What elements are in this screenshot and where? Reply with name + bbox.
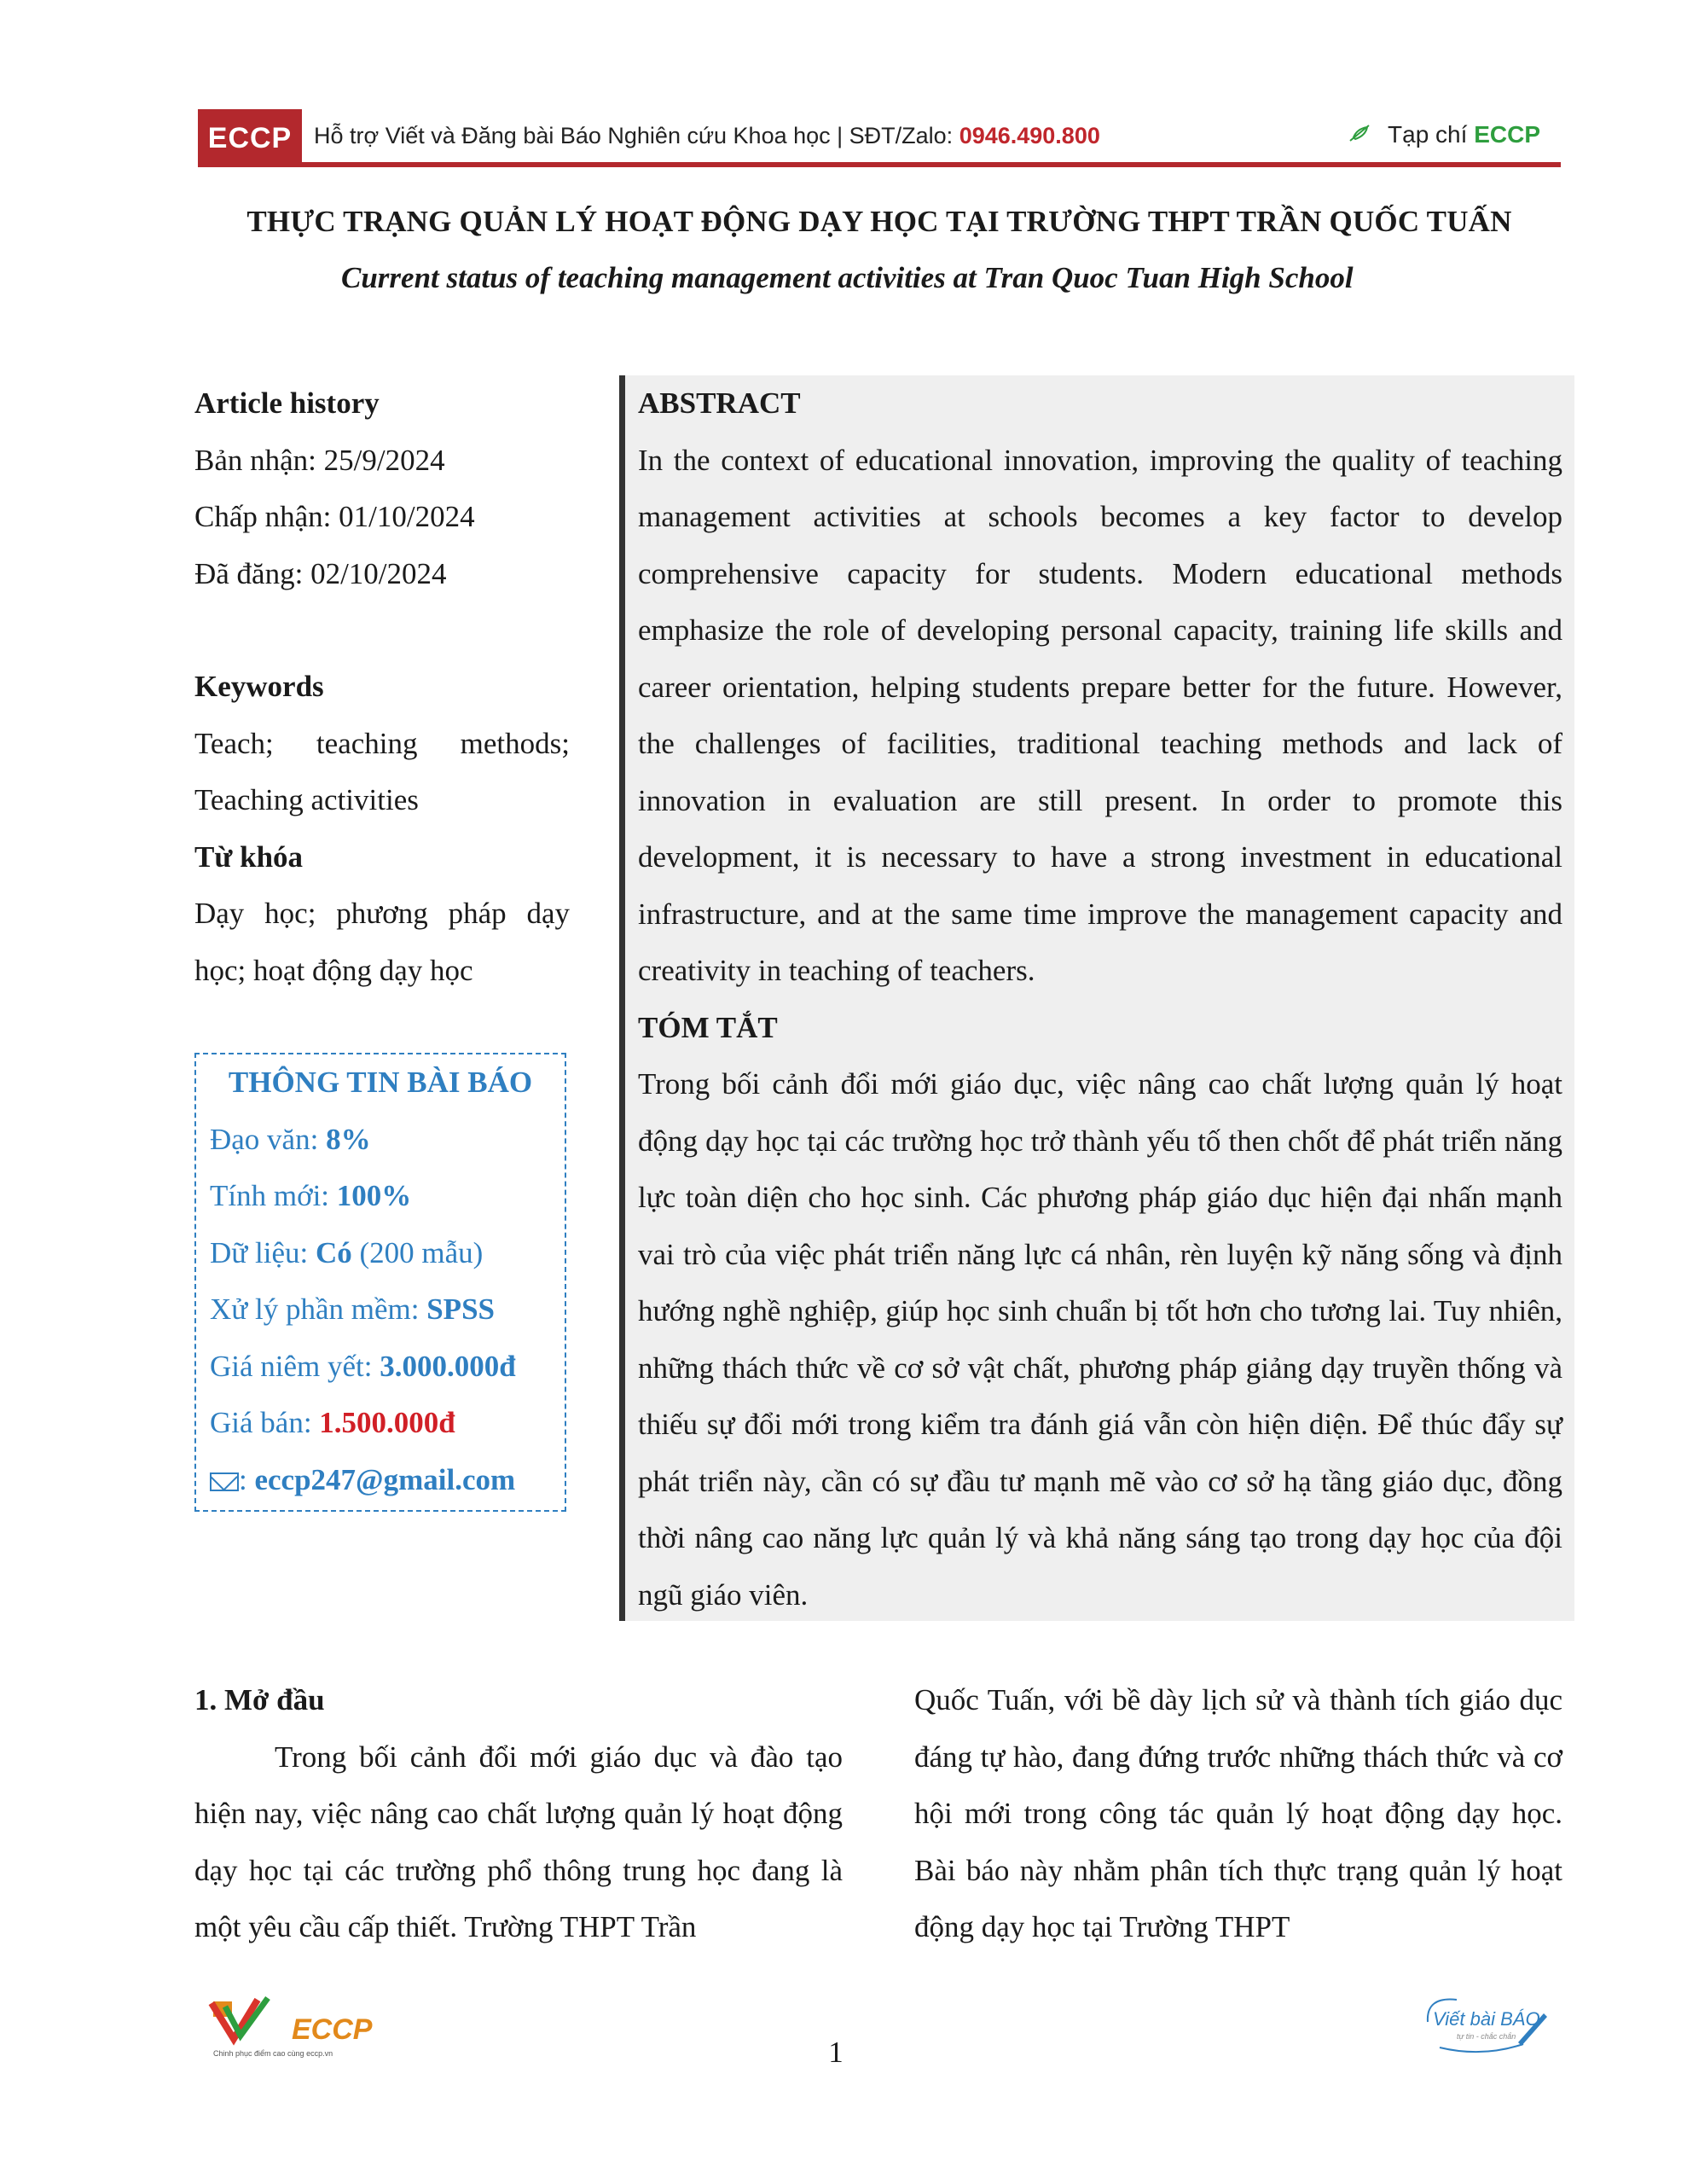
plagiarism-value: 8% [326,1122,371,1156]
keywords-line-1: Teach; teaching methods; [194,726,570,760]
data-value: Có [315,1235,352,1269]
software-label: Xử lý phần mềm: [210,1292,427,1326]
title-english: Current status of teaching management activities at Tran Quoc Tuan High School [341,261,1354,294]
abstract-heading: ABSTRACT [638,386,801,420]
plagiarism-row [210,1112,565,1169]
email-link[interactable]: eccp247@gmail.com [254,1462,516,1496]
sale-price-label: Giá bán: [210,1406,320,1439]
data-row [210,1225,565,1282]
header-journal [1348,121,1540,148]
header-phone: 0946.490.800 [959,123,1100,148]
list-price-label: Giá niêm yết: [210,1349,380,1383]
article-meta-column [194,375,570,999]
sale-price-value: 1.500.000đ [319,1406,455,1439]
accepted-date: Chấp nhận: 01/10/2024 [194,500,475,533]
header-tagline [314,123,1100,149]
novelty-label: Tính mới: [210,1179,337,1212]
list-price-row [210,1339,565,1396]
article-info-box [194,1053,566,1512]
email-row [210,1452,565,1509]
article-history-heading: Article history [194,386,380,420]
abstract-panel [619,375,1574,1621]
section-1-heading: 1. Mở đầu [194,1683,325,1716]
header-rule [198,162,1561,167]
section-1-paragraph-right: Quốc Tuấn, với bề dày lịch sử và thành tích giáo dục đáng tự hào, đang đứng trước những thách thức và cơ hội mới trong công tác quản lý hoạt động dạy học. Bài báo này nhằm phân tích thực trạng quản lý hoạt động dạy học tại Trường THPT [914,1683,1562,1943]
viet-bai-bao-tagline: tự tin - chắc chắn [1457,2032,1516,2041]
journal-brand: ECCP [1474,121,1540,148]
mail-icon [210,1472,239,1491]
eccp-logo-text: ECCP [292,2013,373,2046]
title-vietnamese: THỰC TRẠNG QUẢN LÝ HOẠT ĐỘNG DẠY HỌC TẠI TRƯỜNG THPT TRẦN QUỐC TUẤN [246,205,1512,238]
eccp-footer-logo [208,1995,379,2061]
leaf-pen-icon [1348,121,1381,148]
vn-abstract-heading: TÓM TẮT [638,1010,778,1044]
novelty-row [210,1168,565,1225]
list-price-value: 3.000.000đ [380,1349,516,1383]
viet-bai-bao-logo [1423,1988,1551,2065]
journal-prefix: Tạp chí [1388,121,1475,148]
keywords-heading: Keywords [194,670,324,703]
software-value: SPSS [426,1292,495,1326]
vn-abstract-text: Trong bối cảnh đổi mới giáo dục, việc nâng cao chất lượng quản lý hoạt động dạy học tại các trường học trở thành yếu tố then chốt để phát triển năng lực toàn diện cho học sinh. Các phương pháp giáo dục hiện đại nhấn mạnh vai trò của việc phát triển năng lực cá nhân, rèn luyện kỹ năng sống và định hướng nghề nghiệp, giúp học sinh chuẩn bị tốt hơn cho tương lai. Tuy nhiên, những thách thức về cơ sở vật chất, phương pháp giảng dạy truyền thống và thiếu sự đổi mới trong kiểm tra đánh giá vẫn còn hiện diện. Để thúc đẩy sự phát triển này, cần có sự đầu tư mạnh mẽ vào cơ sở hạ tầng giáo dục, đồng thời nâng cao năng lực quản lý và khả năng sáng tạo trong dạy học của đội ngũ giáo viên. [638,1067,1562,1612]
plagiarism-label: Đạo văn: [210,1122,327,1156]
viet-bai-bao-text: Viết bài BÁO [1433,2008,1540,2030]
data-note: (200 mẫu) [351,1235,484,1269]
header-tagline-text: Hỗ trợ Viết và Đăng bài Báo Nghiên cứu Khoa học | SĐT/Zalo: [314,123,959,148]
page-header [198,109,1561,167]
eccp-logo-icon [208,1995,293,2049]
data-label: Dữ liệu: [210,1235,316,1269]
eccp-badge: ECCP [198,109,302,167]
info-box-heading: THÔNG TIN BÀI BÁO [228,1066,533,1099]
page-number: 1 [828,2036,844,2069]
abstract-content [638,375,1562,1623]
body-column-left [194,1672,843,1956]
eccp-logo-tagline: Chinh phục điểm cao cùng eccp.vn [213,2049,333,2058]
email-separator: : [239,1462,255,1496]
sale-price-row [210,1395,565,1452]
section-1-paragraph-left: Trong bối cảnh đổi mới giáo dục và đào tạo hiện nay, việc nâng cao chất lượng quản lý hoạt động dạy học tại các trường phổ thông trung học đang là một yêu cầu cấp thiết. Trường THPT Trần [194,1740,843,1943]
body-column-right [914,1672,1562,1956]
vn-keywords-line-2: học; hoạt động dạy học [194,953,473,987]
received-date: Bản nhận: 25/9/2024 [194,443,445,477]
keywords-line-2: Teaching activities [194,783,419,816]
vn-keywords-heading: Từ khóa [194,839,304,874]
abstract-text: In the context of educational innovation, improving the quality of teaching management activities at schools becomes a key factor to develop comprehensive capacity for students. Modern educational methods emphasize the role of developing personal capacity, training life skills and career orientation, helping students prepare better for the future. However, the challenges of facilities, traditional teaching methods and lack of innovation in evaluation are still present. In order to promote this development, it is necessary to have a strong investment in educational infrastructure, and at the same time improve the management capacity and creativity in teaching of teachers. [638,443,1562,987]
vn-keywords-line-1: Dạy học; phương pháp dạy [194,897,570,930]
abstract-accent-bar [619,375,625,1621]
published-date: Đã đăng: 02/10/2024 [194,556,447,590]
novelty-value: 100% [336,1179,412,1212]
software-row [210,1281,565,1339]
